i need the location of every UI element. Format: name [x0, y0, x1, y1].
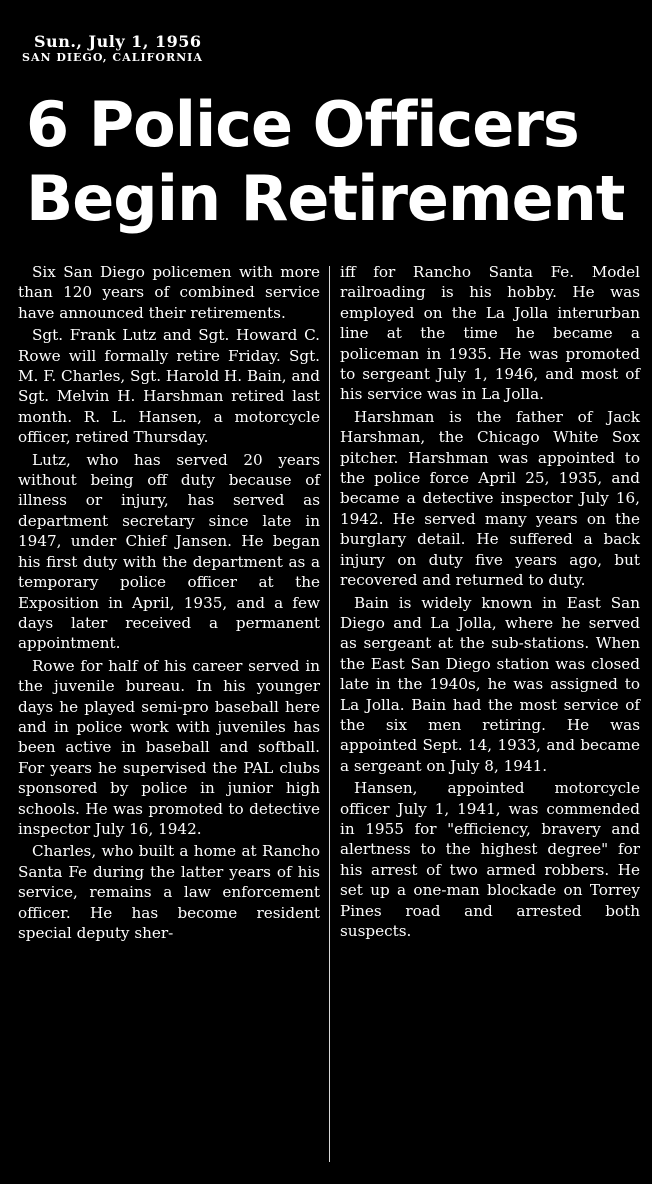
article-paragraph: Charles, who built a home at Rancho Santa Fe during the latter years of his service, remains a law enforcement officer. He has become resident special deputy sher- — [18, 842, 320, 942]
article-paragraph: Six San Diego policemen with more than 120 years of combined service have announced their retirements. — [18, 263, 320, 322]
article-column-right — [340, 262, 640, 941]
column-divider — [329, 266, 330, 1162]
article-paragraph: iff for Rancho Santa Fe. Model railroading is his hobby. He was employed on the La Jolla interurban line at the time he became a policeman in 1935. He was promoted to sergeant July 1, 1946, and most of his service was in La Jolla. — [340, 263, 640, 404]
headline-line-1: 6 Police Officers — [26, 88, 579, 161]
article-paragraph: Sgt. Frank Lutz and Sgt. Howard C. Rowe will formally retire Friday. Sgt. M. F. Charles, Sgt. Harold H. Bain, and Sgt. Melvin H. Harshman retired last month. R. L. Hansen, a motorcycle officer, retired Thursday. — [18, 326, 321, 447]
publication-date: Sun., July 1, 1956 — [34, 32, 202, 51]
headline-line-2: Begin Retirement — [26, 162, 625, 235]
article-paragraph: Hansen, appointed motorcycle officer July 1, 1941, was commended in 1955 for "efficiency, bravery and alertness to the highest degree" for his arrest of two armed robbers. He set up a one-man blockade on Torrey Pines road and arrested both suspects. — [340, 779, 640, 940]
article-paragraph: Bain is widely known in East San Diego and La Jolla, where he served as sergeant at the sub-stations. When the East San Diego station was closed late in the 1940s, he was assigned to La Jolla. Bain had the most service of the six men retiring. He was appointed Sept. 14, 1933, and became a sergeant on July 8, 1941. — [340, 593, 640, 775]
publication-place: SAN DIEGO, CALIFORNIA — [22, 51, 203, 64]
dateline — [22, 34, 203, 63]
article-paragraph: Harshman is the father of Jack Harshman, the Chicago White Sox pitcher. Harshman was appointed to the police force April 25, 1935, and became a detective inspector July 16, 1942. He served many years on the burglary detail. He suffered a back injury on duty five years ago, but recovered and returned to duty. — [340, 407, 640, 590]
article-column-left — [18, 262, 320, 943]
article-paragraph: Lutz, who has served 20 years without being off duty because of illness or injury, has served as department secretary since late in 1947, under Chief Jansen. He began his first duty with the department as a temporary police officer at the Exposition in April, 1935, and a few days later received a permanent appointment. — [18, 450, 320, 653]
headline — [26, 88, 636, 236]
article-paragraph: Rowe for half of his career served in the juvenile bureau. In his younger days he played semi-pro baseball here and in police work with juveniles has been active in baseball and softball. For years he supervised the PAL clubs sponsored by police in junior high schools. He was promoted to detective inspector July 16, 1942. — [18, 656, 320, 838]
